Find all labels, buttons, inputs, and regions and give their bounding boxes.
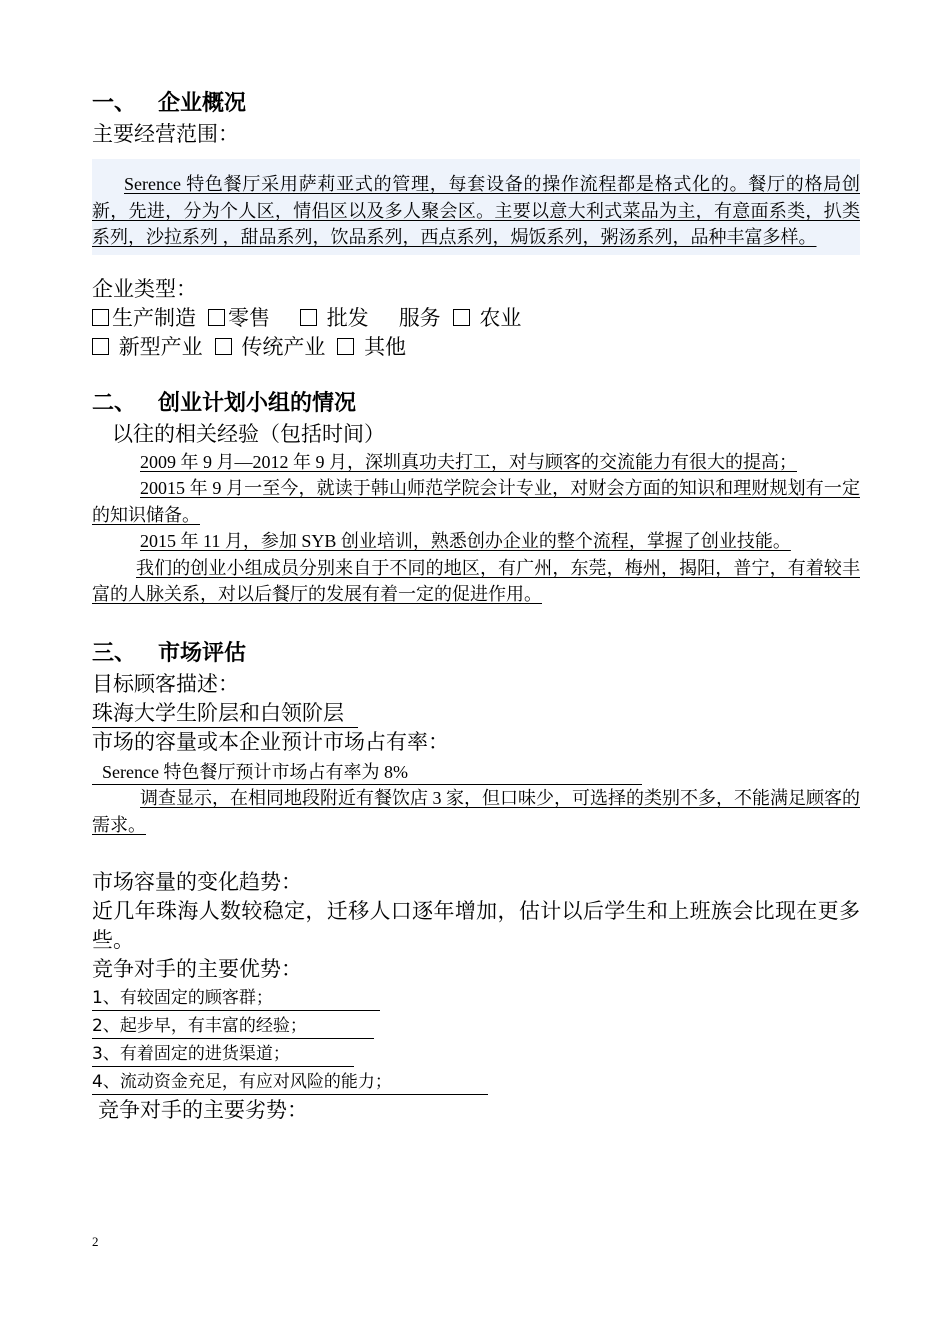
section-1-heading: [92, 88, 860, 120]
spacer: [92, 608, 860, 638]
advantage-text: 4、流动资金充足，有应对风险的能力；: [92, 1070, 488, 1095]
enterprise-type-label: 企业类型：: [92, 276, 197, 301]
experience-label: 以往的相关经验（包括时间）: [112, 421, 385, 446]
enterprise-type-row-1: [92, 304, 860, 333]
spacer: [92, 255, 860, 275]
scope-text: Serence 特色餐厅采用萨莉亚式的管理，每套设备的操作流程都是格式化的。餐厅的格局创新，先进，分为个人区，情侣区以及多人聚会区。主要以意大利式菜品为主，有意面系类，扒类系列，沙拉系列 ，甜品系列，饮品系列，西点系列，焗饭系列，粥汤系列，品种丰富多样。: [92, 174, 860, 247]
advantage-item: [92, 1068, 860, 1096]
experience-paragraph: 2015 年 11 月，参加 SYB 创业培训，熟悉创办企业的整个流程，掌握了创业技能。: [140, 531, 791, 551]
trend-text: 近几年珠海人数较稳定，迁移人口逐年增加，估计以后学生和上班族会比现在更多些。: [92, 899, 860, 952]
target-customer-value: [92, 699, 860, 728]
type-option-label: 零售: [228, 305, 270, 330]
advantage-text: 1、有较固定的顾客群；: [92, 986, 380, 1011]
target-customer-text: 珠海大学生阶层和白领阶层: [92, 700, 358, 728]
checkbox-new-industry[interactable]: [92, 338, 109, 355]
checkbox-retail[interactable]: [208, 309, 225, 326]
spacer: [92, 838, 860, 868]
checkbox-production[interactable]: [92, 309, 109, 326]
section-2-heading: [92, 388, 860, 420]
spacer: [92, 362, 860, 388]
experience-paragraph: 2009 年 9 月—2012 年 9 月，深圳真功夫打工，对与顾客的交流能力有很大的提高；: [140, 451, 797, 472]
advantages-label: 竞争对手的主要优势：: [92, 957, 302, 981]
enterprise-type-row-2: [92, 333, 860, 362]
type-option-label: 服务: [398, 305, 441, 330]
section-title: 创业计划小组的情况: [158, 390, 357, 416]
experience-paragraph: 20015 年 9 月一至今，就读于韩山师范学院会计专业，对财会方面的知识和理财规划有一定的知识储备。: [92, 478, 860, 525]
market-share-value: [92, 759, 860, 786]
type-option-label: 农业: [479, 305, 522, 330]
survey-paragraph: 调查显示，在相同地段附近有餐饮店 3 家，但口味少，可选择的类别不多，不能满足顾客的需求。: [92, 788, 860, 835]
type-option-label: 批发: [326, 305, 369, 330]
market-share-text: Serence 特色餐厅预计市场占有率为 8%: [92, 760, 642, 785]
advantage-text: 3、有着固定的进货渠道；: [92, 1042, 354, 1067]
section-title: 企业概况: [158, 91, 247, 116]
scope-label: 主要经营范围：: [92, 122, 239, 146]
scope-box: [92, 159, 860, 255]
checkbox-traditional-industry[interactable]: [215, 338, 232, 355]
advantage-item: [92, 984, 860, 1012]
trend-label: 市场容量的变化趋势：: [92, 870, 302, 894]
section-title: 市场评估: [158, 640, 247, 666]
target-customer-label: 目标顾客描述：: [92, 671, 239, 696]
type-option-label: 其他: [364, 334, 407, 359]
team-paragraph: 我们的创业小组成员分别来自于不同的地区，有广州，东莞，梅州，揭阳，普宁，有着较丰富的人脉关系，对以后餐厅的发展有着一定的促进作用。: [92, 557, 860, 604]
market-share-label: 市场的容量或本企业预计市场占有率：: [92, 729, 449, 754]
checkbox-agriculture[interactable]: [453, 309, 470, 326]
section-number: 二、: [92, 390, 137, 416]
section-3-heading: [92, 638, 860, 670]
section-number: 三、: [92, 640, 137, 666]
checkbox-other[interactable]: [337, 338, 354, 355]
type-option-label: 新型产业: [118, 334, 203, 359]
section-number: 一、: [92, 91, 137, 116]
checkbox-wholesale[interactable]: [300, 309, 317, 326]
advantage-item: [92, 1040, 860, 1068]
disadvantages-label: 竞争对手的主要劣势：: [98, 1098, 308, 1122]
type-option-label: 生产制造: [112, 305, 196, 330]
type-option-label: 传统产业: [241, 334, 326, 359]
page-number: 2: [92, 1234, 99, 1249]
document-page: [92, 88, 860, 1125]
advantage-item: [92, 1012, 860, 1040]
advantage-text: 2、起步早，有丰富的经验；: [92, 1014, 374, 1039]
